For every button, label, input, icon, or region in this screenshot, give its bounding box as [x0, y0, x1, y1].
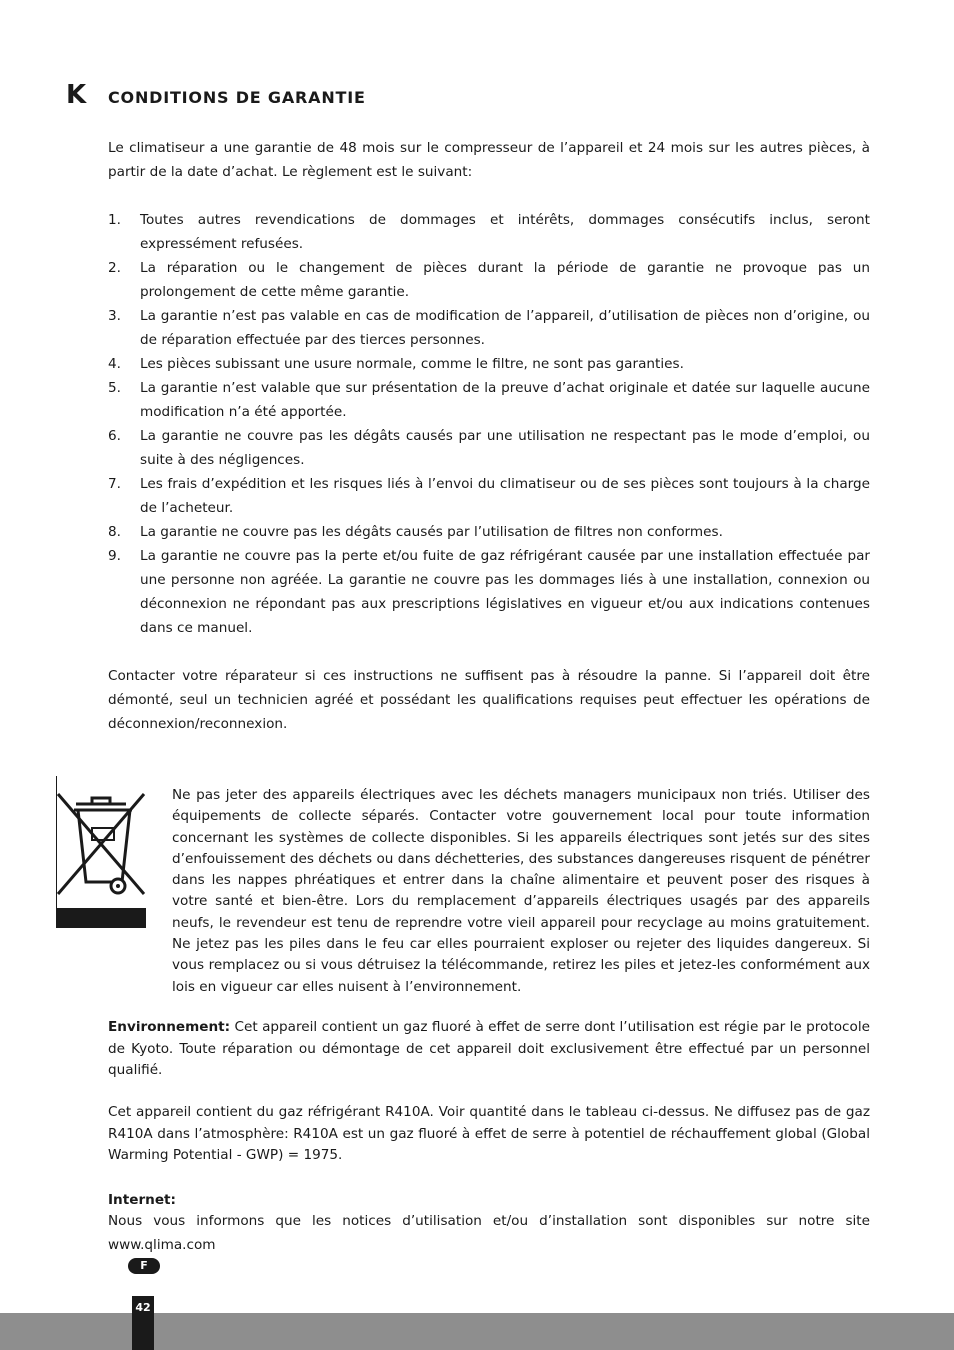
- warranty-intro: Le climatiseur a une garantie de 48 mois sur le compresseur de l’appareil et 24 mois sur les autres pièces, à partir de la date d’achat. Le règlement est le suivant:: [108, 140, 870, 180]
- condition-number: 8.: [108, 524, 121, 540]
- weee-disposal-text: Ne pas jeter des appareils électriques avec les déchets managers municipaux non triés. Utiliser des équipements de collecte séparés. Contacter votre gouvernement local pour toute information concernant les systèmes de collecte disponibles. Si les appareils électriques sont jetés sur des sites d’enfouissement des déchets ou dans déchetteries, des substances dangereuses risquent de pénétrer dans les nappes phréatiques et entrer dans la chaîne alimentaire et peuvent poser des risques à votre santé et bien-être. Lors du remplacement d’appareils électriques usagés par des appareils neufs, le revendeur est tenu de reprendre votre vieil appareil pour recyclage au moins gratuitement. Ne jetez pas les piles dans le feu car elles pourraient exploser ou rejeter des liquides dangereux. Si vous remplacez ou si vous détruisez la télécommande, retirez les piles et jetez-les conformément aux lois en vigueur car elles nuisent à l’environnement.: [172, 787, 870, 995]
- condition-text: La réparation ou le changement de pièces durant la période de garantie ne provoque pas un prolongement de cette même garantie.: [140, 260, 870, 300]
- condition-text: La garantie ne couvre pas les dégâts causés par l’utilisation de filtres non conformes.: [140, 524, 723, 540]
- condition-item: [108, 352, 870, 376]
- language-badge: F: [128, 1258, 160, 1274]
- environment-paragraph: [108, 1017, 870, 1082]
- condition-number: 9.: [108, 548, 121, 564]
- condition-text: La garantie ne couvre pas les dégâts causés par une utilisation ne respectant pas le mode d’emploi, ou suite à des négligences.: [140, 428, 870, 468]
- section-letter: K: [66, 80, 87, 110]
- condition-number: 6.: [108, 428, 121, 444]
- condition-text: La garantie ne couvre pas la perte et/ou fuite de gaz réfrigérant causée par une installation effectuée par une personne non agréée. La garantie ne couvre pas les dommages liés à une installation, connexion ou déconnexion ne répondant pas aux prescriptions législatives en vigueur et/ou aux indications contenues dans ce manuel.: [140, 548, 870, 636]
- condition-text: La garantie n’est pas valable en cas de modification de l’appareil, d’utilisation de pièces non d’origine, ou de réparation effectuée par des tierces personnes.: [140, 308, 870, 348]
- environment-text: Cet appareil contient un gaz fluoré à effet de serre dont l’utilisation est régie par le protocole de Kyoto. Toute réparation ou démontage de cet appareil doit exclusivement être effectué par un personnel qualifié.: [108, 1019, 870, 1078]
- internet-text: Nous vous informons que les notices d’utilisation et/ou d’installation sont disponibles sur notre site www.qlima.com: [108, 1213, 870, 1253]
- condition-number: 5.: [108, 380, 121, 396]
- condition-number: 4.: [108, 356, 121, 372]
- internet-label: Internet:: [108, 1192, 176, 1208]
- section-title: CONDITIONS DE GARANTIE: [108, 88, 366, 107]
- condition-number: 3.: [108, 308, 121, 324]
- condition-item: [108, 256, 870, 304]
- condition-item: [108, 544, 870, 640]
- condition-number: 2.: [108, 260, 121, 276]
- condition-item: [108, 304, 870, 352]
- condition-text: Les frais d’expédition et les risques liés à l’envoi du climatiseur ou de ses pièces sont toujours à la charge de l’acheteur.: [140, 476, 870, 516]
- refrigerant-paragraph: Cet appareil contient du gaz réfrigérant R410A. Voir quantité dans le tableau ci-dessus. Ne diffusez pas de gaz R410A dans l’atmosphère: R410A est un gaz fluoré à effet de serre à potentiel de réchauffement global (Global Warming Potential - GWP) = 1975.: [108, 1104, 870, 1163]
- contact-paragraph: Contacter votre réparateur si ces instructions ne suffisent pas à résoudre la panne. Si l’appareil doit être démonté, seul un technicien agréé et possédant les qualifications requises peut effectuer les opérations de déconnexion/reconnexion.: [108, 668, 870, 732]
- warranty-conditions-list: [108, 208, 870, 640]
- condition-item: [108, 472, 870, 520]
- condition-text: La garantie n’est valable que sur présentation de la preuve d’achat originale et datée sur laquelle aucune modification n’a été apportée.: [140, 380, 870, 420]
- condition-number: 1.: [108, 212, 121, 228]
- condition-number: 7.: [108, 476, 121, 492]
- condition-item: [108, 520, 870, 544]
- environment-label: Environnement:: [108, 1019, 231, 1035]
- condition-text: Les pièces subissant une usure normale, comme le filtre, ne sont pas garanties.: [140, 356, 684, 372]
- condition-text: Toutes autres revendications de dommages et intérêts, dommages consécutifs inclus, seront expressément refusées.: [140, 212, 870, 252]
- weee-bin-icon: [56, 776, 146, 928]
- condition-item: [108, 208, 870, 256]
- condition-item: [108, 376, 870, 424]
- condition-item: [108, 424, 870, 472]
- page-number: 42: [132, 1296, 154, 1350]
